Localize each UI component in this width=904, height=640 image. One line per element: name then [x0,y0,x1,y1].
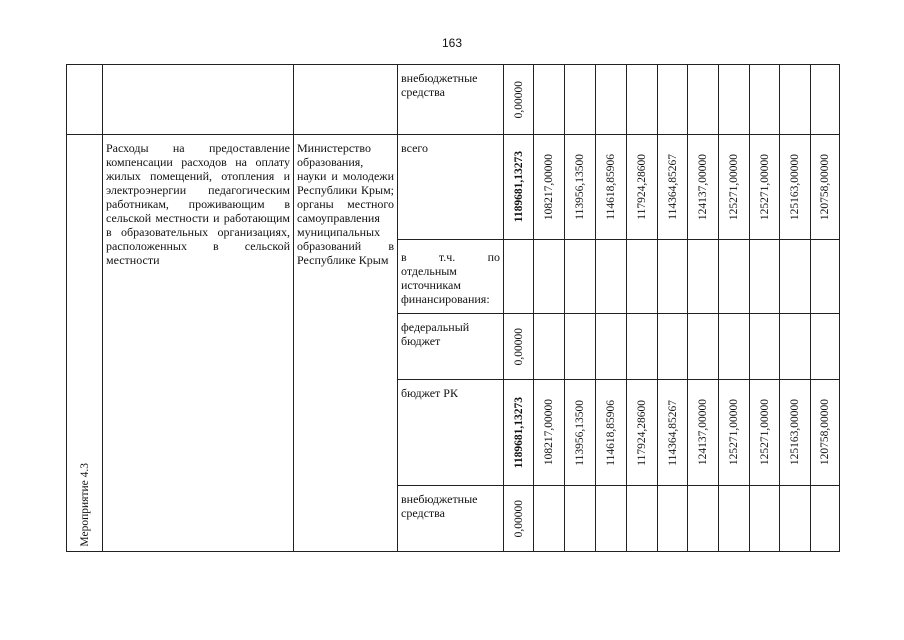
year-cell [565,65,596,135]
year-cell [719,486,750,552]
year-cell [627,240,658,314]
year-cell [719,240,750,314]
year-value: 124137,00000 [697,153,709,221]
total-cell [504,314,534,380]
year-cell [627,65,658,135]
year-cell [811,314,840,380]
measure-label-cell [67,135,103,552]
source-cell [398,486,504,552]
year-cell [596,135,627,240]
year-value: 108217,00000 [543,399,555,466]
source-cell [398,65,504,135]
year-cell [658,314,688,380]
source-label: в т.ч. по отдельным источникам финансирования: [401,250,500,306]
year-value: 125163,00000 [789,399,801,466]
year-cell [780,135,811,240]
year-cell [719,135,750,240]
empty-cell [294,65,398,135]
year-value: 114364,85267 [666,154,679,220]
budget-table [66,64,840,552]
year-value: 113956,13500 [574,154,586,220]
year-cell [596,65,627,135]
year-cell [719,314,750,380]
year-cell [750,65,780,135]
total-cell [504,65,534,135]
year-value: 108217,00000 [543,153,555,221]
year-cell [811,486,840,552]
year-value: 125271,00000 [758,153,771,221]
year-cell [658,240,688,314]
year-cell [688,240,719,314]
total-cell [504,380,534,486]
year-cell [596,240,627,314]
year-cell [750,380,780,486]
year-cell [565,135,596,240]
empty-cell [67,65,103,135]
year-cell [658,135,688,240]
year-value: 125271,00000 [758,399,771,466]
year-cell [534,486,565,552]
year-cell [534,314,565,380]
measure-description-cell [103,135,294,552]
year-cell [719,380,750,486]
year-cell [750,486,780,552]
year-cell [780,380,811,486]
year-value: 113956,13500 [574,399,586,466]
year-cell [811,240,840,314]
year-cell [627,486,658,552]
year-value: 120758,00000 [819,399,831,466]
year-cell [565,380,596,486]
source-cell [398,380,504,486]
year-cell [565,240,596,314]
year-cell [688,486,719,552]
year-cell [780,314,811,380]
year-value: 117924,28600 [636,154,648,220]
total-value: 1189681,13273 [512,151,525,223]
table-row [67,65,840,135]
source-label: внебюджетные средства [401,492,478,520]
year-value: 125271,00000 [728,153,740,221]
year-cell [658,380,688,486]
year-cell [688,380,719,486]
year-cell [534,65,565,135]
year-cell [627,314,658,380]
year-cell [658,65,688,135]
source-cell [398,135,504,240]
year-value: 120758,00000 [819,153,831,221]
year-value: 114364,85267 [666,399,679,466]
table-row [67,135,840,240]
total-value: 0,00000 [512,327,525,366]
executor-text: Министерство образования, науки и молодежи Республики Крым; органы местного самоуправления муниципальных образований в Республике Крым [297,141,394,267]
year-cell [811,65,840,135]
year-cell [596,314,627,380]
year-value: 125271,00000 [728,399,740,466]
year-cell [780,486,811,552]
year-cell [780,240,811,314]
year-cell [688,314,719,380]
year-cell [565,314,596,380]
year-value: 125163,00000 [789,153,801,221]
source-label: бюджет РК [401,386,458,400]
year-cell [627,135,658,240]
measure-description: Расходы на предоставление компенсации расходов на оплату жилых помещений, отопления и электроэнергии педагогическим работникам, проживающим в сельской местности и работающим в образовательных организациях, расположенных в сельской местности [106,141,290,267]
page-number: 163 [441,36,463,50]
total-cell [504,240,534,314]
total-value: 0,00000 [512,80,525,119]
year-cell [658,486,688,552]
year-cell [627,380,658,486]
year-cell [596,486,627,552]
total-cell [504,135,534,240]
year-cell [534,135,565,240]
executor-cell [294,135,398,552]
year-value: 117924,28600 [636,399,648,466]
year-cell [811,380,840,486]
year-cell [596,380,627,486]
source-cell [398,240,504,314]
year-cell [534,380,565,486]
year-cell [688,65,719,135]
year-cell [811,135,840,240]
year-cell [750,135,780,240]
year-cell [719,65,750,135]
measure-label: Мероприятие 4.3 [78,463,91,547]
source-cell [398,314,504,380]
empty-cell [103,65,294,135]
year-cell [780,65,811,135]
source-label: федеральный бюджет [401,320,470,348]
year-cell [565,486,596,552]
source-label: всего [401,141,429,155]
year-cell [688,135,719,240]
year-value: 124137,00000 [697,399,709,466]
total-value: 1189681,13273 [512,396,525,469]
year-cell [750,314,780,380]
source-label: внебюджетные средства [401,71,478,99]
year-value: 114618,85906 [605,154,617,220]
year-value: 114618,85906 [605,399,617,466]
total-cell [504,486,534,552]
year-cell [534,240,565,314]
total-value: 0,00000 [512,499,525,538]
year-cell [750,240,780,314]
